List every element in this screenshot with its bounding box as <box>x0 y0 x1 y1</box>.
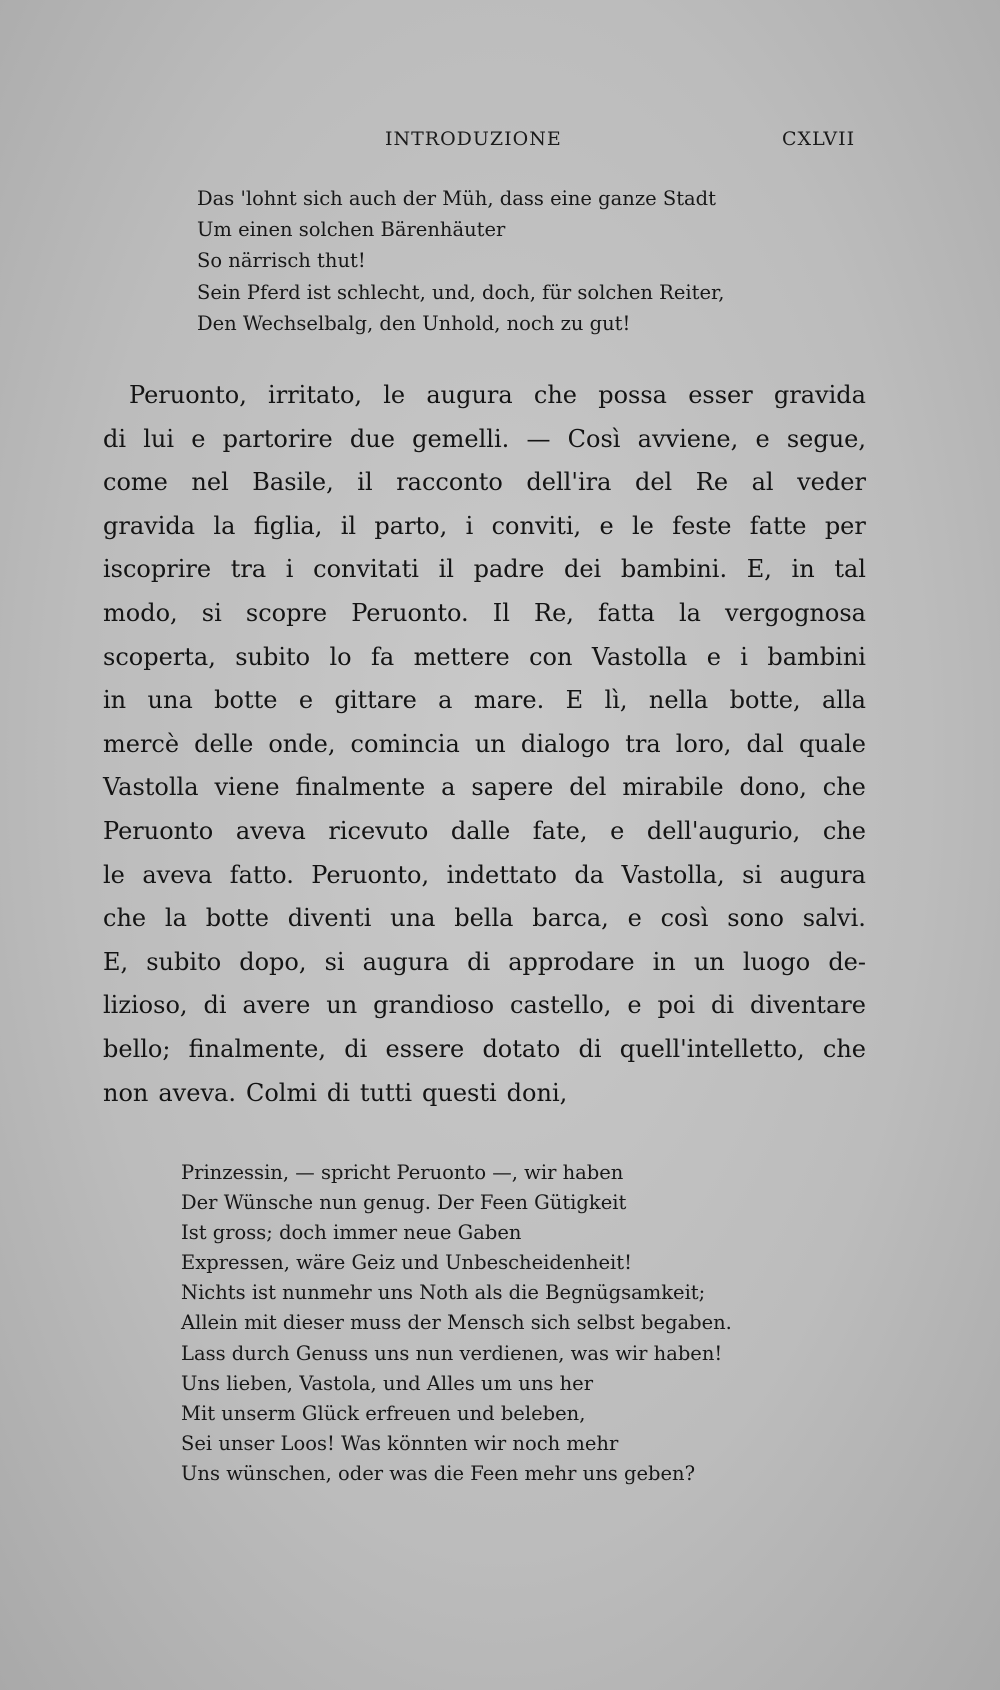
prose-line: in una botte e gittare a mare. E lì, nella botte, alla <box>103 686 866 715</box>
verse-line: Sein Pferd ist schlecht, und, doch, für solchen Reiter, <box>197 280 725 304</box>
prose-line: iscoprire tra i convitati il padre dei bambini. E, in tal <box>103 555 866 584</box>
verse-line: Uns lieben, Vastola, und Alles um uns her <box>181 1371 594 1395</box>
verse-quotation-1 <box>197 183 724 339</box>
verse-line: Das 'lohnt sich auch der Müh, dass eine ganze Stadt <box>197 187 716 210</box>
prose-line: scoperta, subito lo fa mettere con Vastolla e i bambini <box>103 642 866 671</box>
prose-line: bello; finalmente, di essere dotato di quell'intelletto, che <box>103 1034 866 1063</box>
verse-line: Der Wünsche nun genug. Der Feen Gütigkeit <box>181 1191 627 1215</box>
prose-line: le aveva fatto. Peruonto, indettato da Vastolla, si augura <box>103 860 866 889</box>
verse-line: Uns wünschen, oder was die Feen mehr uns geben? <box>181 1461 696 1485</box>
prose-line: Vastolla viene finalmente a sapere del mirabile dono, che <box>103 773 866 802</box>
prose-line: Peruonto aveva ricevuto dalle fate, e dell'augurio, che <box>103 816 866 845</box>
prose-line: lizioso, di avere un grandioso castello, e poi di diventare <box>103 991 866 1020</box>
prose-line: gravida la figlia, il parto, i conviti, e le feste fatte per <box>103 511 866 540</box>
running-title: INTRODUZIONE <box>385 128 562 150</box>
verse-line: Expressen, wäre Geiz und Unbescheidenheit! <box>181 1251 632 1275</box>
verse-line: Sei unser Loos! Was könnten wir noch mehr <box>181 1431 619 1455</box>
prose-line: che la botte diventi una bella barca, e così sono salvi. <box>103 904 866 933</box>
prose-line: come nel Basile, il racconto dell'ira del Re al veder <box>103 468 866 497</box>
verse-line: So närrisch thut! <box>197 249 366 273</box>
page-header <box>0 128 1000 158</box>
prose-line: di lui e partorire due gemelli. — Così avviene, e segue, <box>103 424 866 453</box>
verse-line: Mit unserm Glück erfreuen und beleben, <box>181 1401 586 1425</box>
verse-line: Prinzessin, — spricht Peruonto —, wir haben <box>181 1161 624 1184</box>
verse-quotation-2 <box>181 1158 732 1489</box>
prose-line: modo, si scopre Peruonto. Il Re, fatta la vergognosa <box>103 598 866 627</box>
verse-line: Lass durch Genuss uns nun verdienen, was wir haben! <box>181 1341 723 1365</box>
prose-line: Peruonto, irritato, le augura che possa esser gravida <box>129 381 866 409</box>
prose-line: mercè delle onde, comincia un dialogo tra loro, dal quale <box>103 729 866 758</box>
verse-line: Den Wechselbalg, den Unhold, noch zu gut! <box>197 311 631 335</box>
prose-line: non aveva. Colmi di tutti questi doni, <box>103 1078 568 1107</box>
verse-line: Nichts ist nunmehr uns Noth als die Begnügsamkeit; <box>181 1281 706 1305</box>
page-number: CXLVII <box>782 128 856 150</box>
verse-line: Ist gross; doch immer neue Gaben <box>181 1221 522 1245</box>
prose-line: E, subito dopo, si augura di approdare in un luogo de- <box>103 947 866 976</box>
verse-line: Allein mit dieser muss der Mensch sich selbst begaben. <box>181 1311 732 1335</box>
verse-line: Um einen solchen Bärenhäuter <box>197 218 506 242</box>
prose-paragraph <box>103 374 866 1115</box>
